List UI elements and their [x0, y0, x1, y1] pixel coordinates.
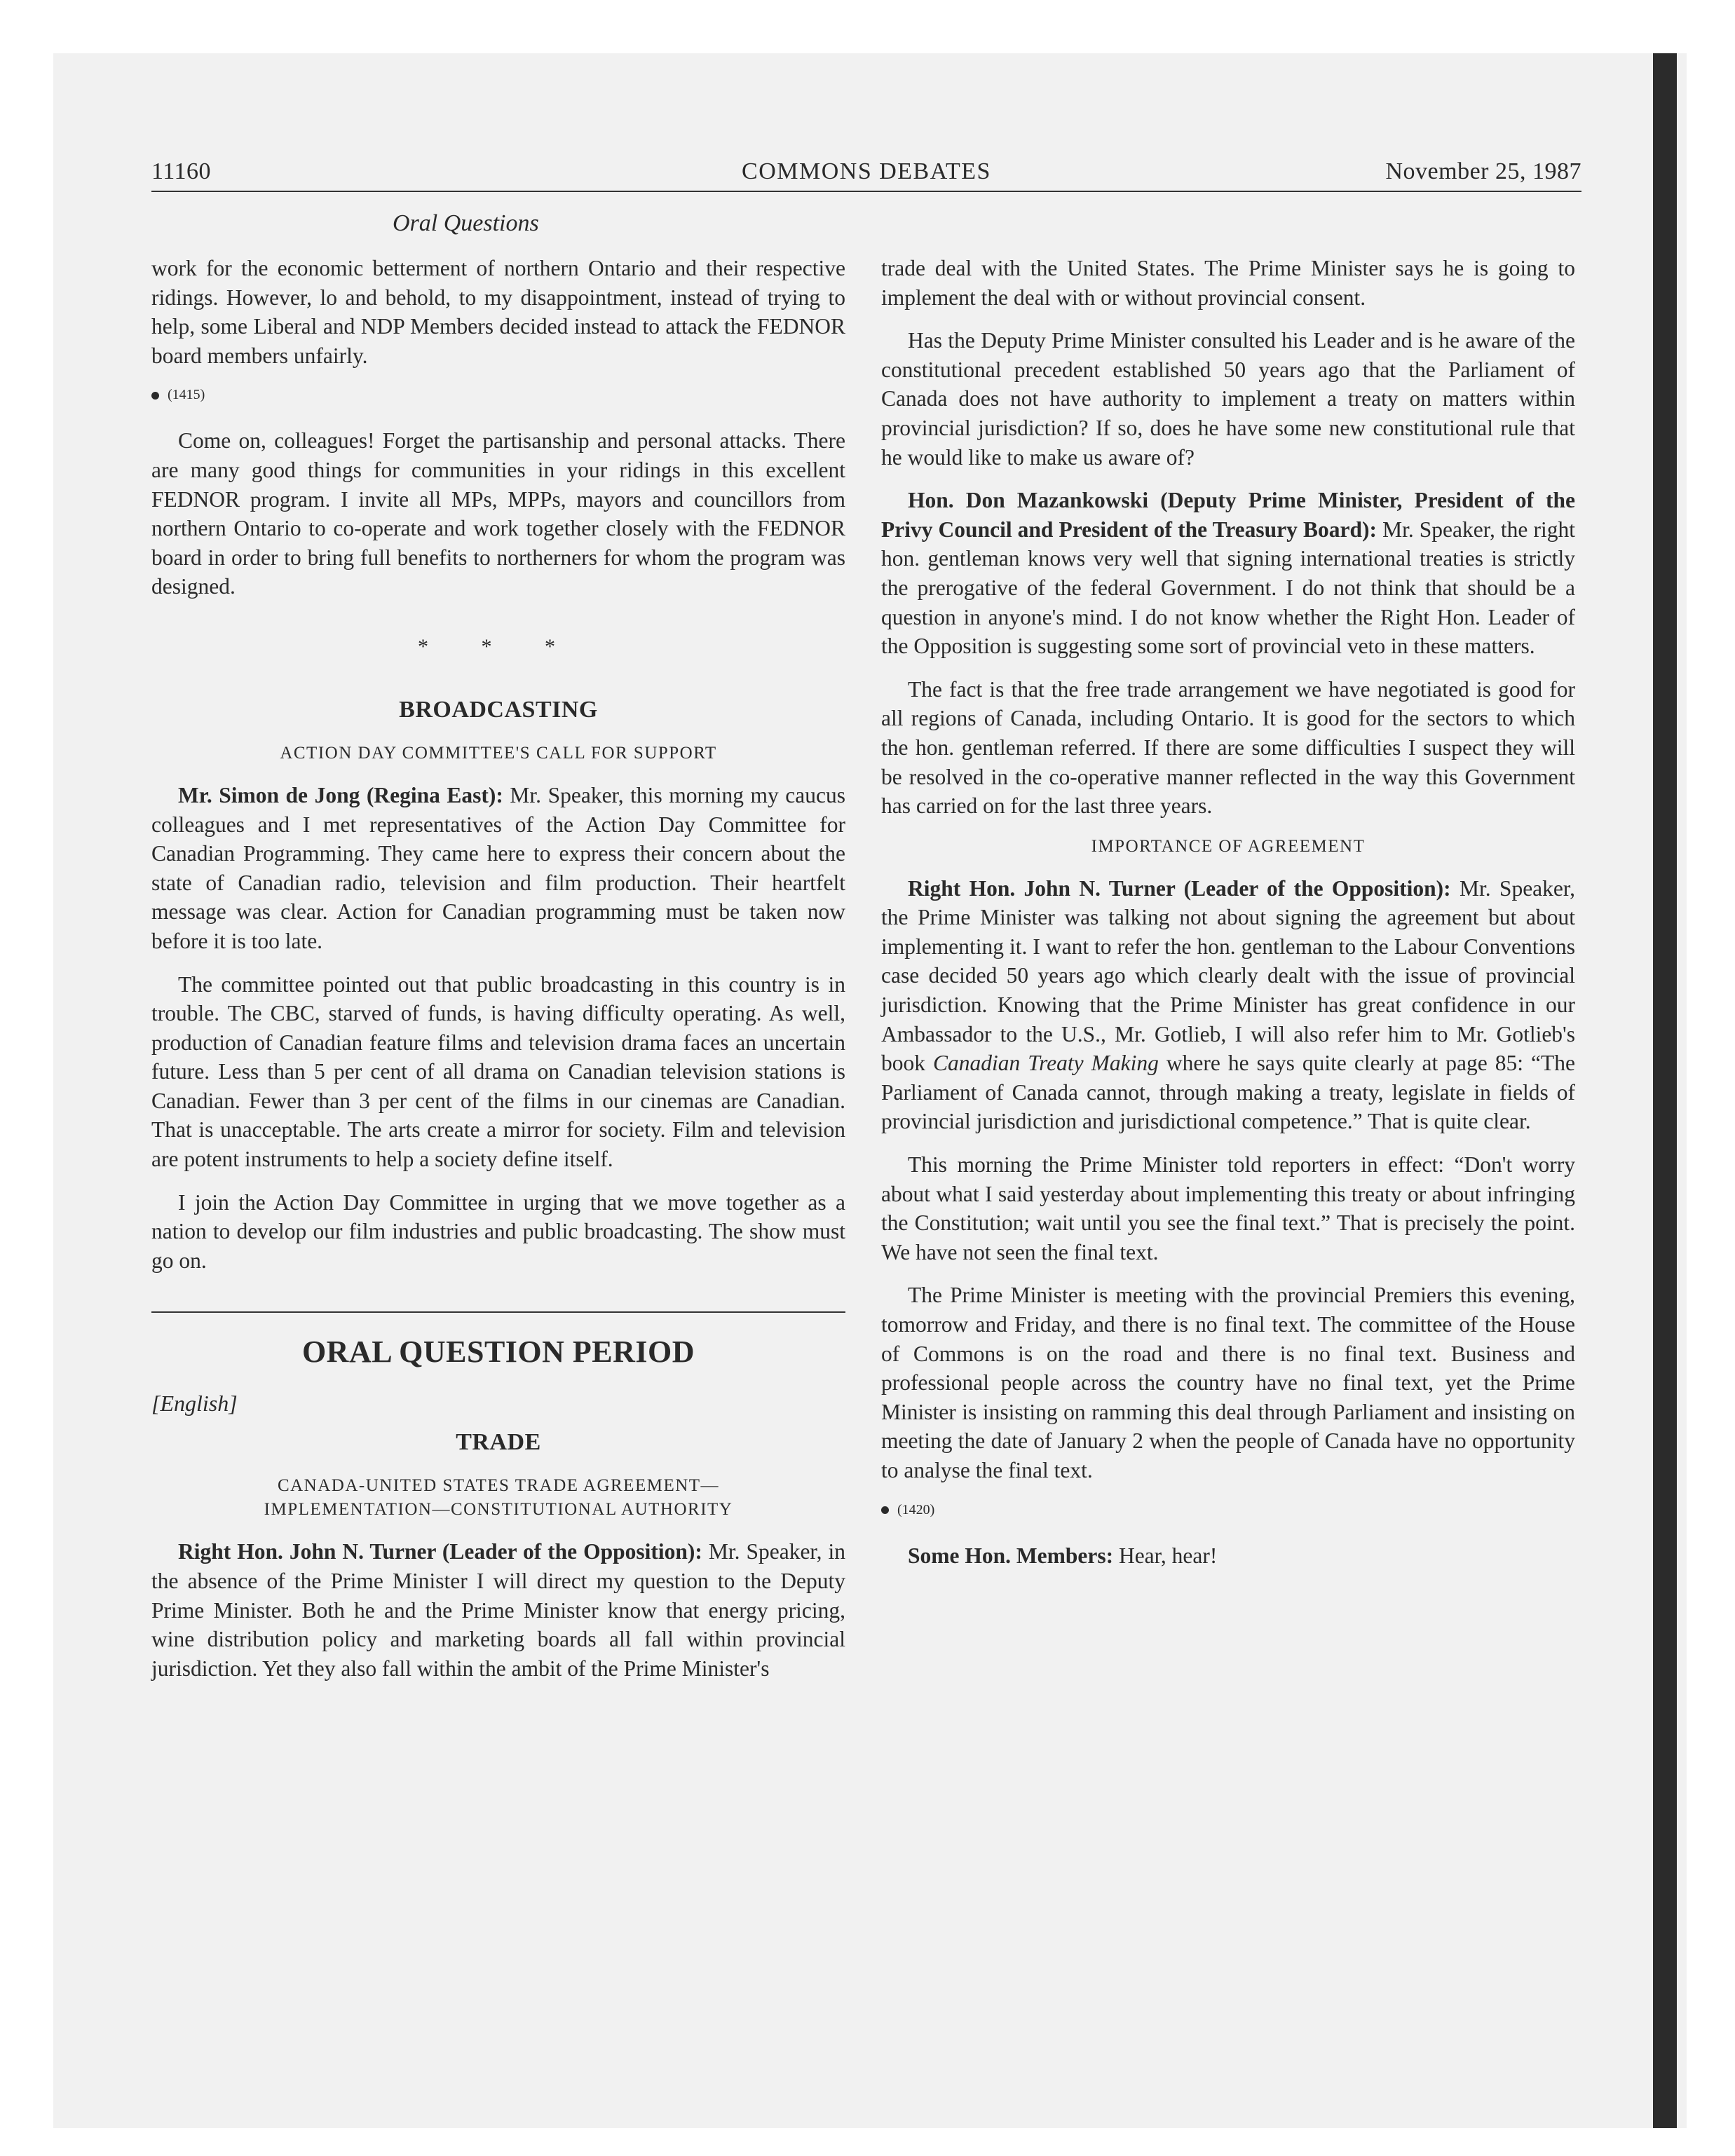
time-marker: [151, 384, 845, 405]
running-head: Oral Questions: [393, 210, 539, 236]
speech-text: Mr. Speaker, the right hon. gentleman knows very well that signing international treaties is strictly the prerogative of the federal Government. I do not think that should be a question in anyone's mind. I do not know whether the Right Hon. Leader of the Opposition is suggesting some sort of provincial veto in these matters.: [881, 517, 1575, 659]
time-marker: [881, 1499, 1575, 1520]
bullet-icon: [881, 1506, 889, 1514]
paragraph: The fact is that the free trade arrangement we have negotiated is good for all regions of Canada, including Ontario. It is good for the sectors to which the hon. gentleman referred. If there are some difficulties I suspect they will be resolved in the co-operative manner reflected in the way this Government has carried on for the last three years.: [881, 676, 1575, 819]
paragraph: work for the economic betterment of northern Ontario and their respective ridings. However, lo and behold, to my disappointment, instead of trying to help, some Liberal and NDP Members decided instead to attack the FEDNOR board members unfairly.: [151, 256, 845, 368]
left-column: [151, 254, 845, 1697]
speaker-name: Mr. Simon de Jong (Regina East):: [178, 782, 503, 807]
language-note: [English]: [151, 1391, 238, 1417]
paragraph: The Prime Minister is meeting with the provincial Premiers this evening, tomorrow and Friday, and there is no final text. The committee of the House of Commons is on the road and there is no final text. Business and professional people across the country have no final text, yet the Prime Minister is insisting on ramming this deal through Parliament and insisting on meeting the date of January 2 when the people of Canada have no opportunity to analyse the final text.: [881, 1283, 1575, 1482]
time-marker-label: (1415): [168, 387, 205, 403]
subsection-heading: [151, 1474, 845, 1522]
time-marker-label: (1420): [897, 1501, 935, 1517]
paragraph: [881, 874, 1575, 1136]
paragraph: This morning the Prime Minister told reporters in effect: “Don't worry about what I said yesterday about implementing this treaty or about infringing the Constitution; wait until you see the final text.” That is precisely the point. We have not seen the final text.: [881, 1152, 1575, 1264]
section-heading: BROADCASTING: [399, 696, 598, 723]
speaker-name: Right Hon. John N. Turner (Leader of the Opposition):: [908, 875, 1451, 901]
paragraph: [151, 1537, 845, 1683]
page-number: 11160: [151, 158, 211, 184]
right-column: [881, 254, 1575, 1584]
publication-title: COMMONS DEBATES: [742, 158, 991, 184]
page-date: November 25, 1987: [1385, 158, 1581, 184]
section-heading: TRADE: [456, 1429, 541, 1456]
paragraph: I join the Action Day Committee in urging that we move together as a nation to develop our film industries and public broadcasting. The show must go on.: [151, 1189, 845, 1273]
page-header: [151, 154, 1581, 191]
paragraph: [881, 1541, 1575, 1571]
section-break: * * *: [418, 634, 579, 658]
bullet-icon: [151, 392, 159, 400]
paragraph: Come on, colleagues! Forget the partisanship and personal attacks. There are many good things for communities in your ridings in this excellent FEDNOR program. I invite all MPs, MPPs, mayors and councillors from northern Ontario to co-operate and work together closely with the FEDNOR board in order to bring full benefits to northerners for whom the program was designed.: [151, 428, 845, 599]
header-rule: [151, 191, 1581, 192]
subsection-line: CANADA-UNITED STATES TRADE AGREEMENT—: [277, 1476, 720, 1496]
major-heading: ORAL QUESTION PERIOD: [301, 1335, 695, 1370]
scan-edge-bar: [1653, 53, 1677, 2128]
paragraph: [151, 781, 845, 956]
speaker-name: Some Hon. Members:: [908, 1543, 1114, 1568]
speaker-name: Hon. Don Mazankowski (Deputy Prime Minister, President of the Privy Council and President of the Treasury Board):: [881, 488, 1575, 542]
speech-text: Mr. Speaker, in the absence of the Prime Minister I will direct my question to the Deputy Prime Minister. Both he and the Prime Minister know that energy pricing, wine distribution policy and marketing boards all fall within provincial jurisdiction. Yet they also fall within the ambit of the Prime Minister's: [151, 1539, 845, 1681]
speech-text: Mr. Speaker, this morning my caucus colleagues and I met representatives of the Action Day Committee for Canadian Programming. They came here to express their concern about the state of Canadian radio, television and film production. Their heartfelt message was clear. Action for Canadian programming must be taken now before it is too late.: [151, 782, 845, 953]
book-title: Canadian Treaty Making: [933, 1051, 1159, 1076]
section-rule: [151, 1311, 845, 1313]
paragraph: Has the Deputy Prime Minister consulted his Leader and is he aware of the constitutional precedent established 50 years ago that the Parliament of Canada does not have authority to implement a treaty on matters within provincial jurisdiction? If so, does he have some new constitutional rule that he would like to make us aware of?: [881, 328, 1575, 470]
paragraph: [881, 486, 1575, 661]
paragraph: The committee pointed out that public broadcasting in this country is in trouble. The CBC, starved of funds, is having difficulty operating. As well, production of Canadian feature films and television drama faces an uncertain future. Less than 5 per cent of all drama on Canadian television stations is Canadian. Fewer than 3 per cent of the films in our cinemas are Canadian. That is unacceptable. The arts create a mirror for society. Film and television are potent instruments to help a society define itself.: [151, 971, 845, 1172]
speaker-name: Right Hon. John N. Turner (Leader of the Opposition):: [178, 1539, 702, 1564]
subsection-heading: IMPORTANCE OF AGREEMENT: [1091, 836, 1366, 856]
subsection-line: IMPLEMENTATION—CONSTITUTIONAL AUTHORITY: [264, 1500, 733, 1520]
subsection-heading: ACTION DAY COMMITTEE'S CALL FOR SUPPORT: [280, 743, 717, 763]
speech-text: Mr. Speaker, the Prime Minister was talking not about signing the agreement but about implementing it. I want to refer the hon. gentleman to the Labour Conventions case decided 50 years ago which clearly dealt with the issue of provincial jurisdiction. Knowing that the Prime Minister has great confidence in our Ambassador to the U.S., Mr. Gotlieb, I will also refer him to Mr. Gotlieb's book: [881, 875, 1575, 1076]
speech-text: Hear, hear!: [1113, 1543, 1218, 1568]
paragraph: trade deal with the United States. The Prime Minister says he is going to implement the deal with or without provincial consent.: [881, 256, 1575, 310]
speech-text: where he says quite clearly at page 85: “The Parliament of Canada cannot, through making a treaty, legislate in fields of provincial jurisdiction and jurisdictional competence.” That is quite clear.: [881, 1051, 1575, 1134]
